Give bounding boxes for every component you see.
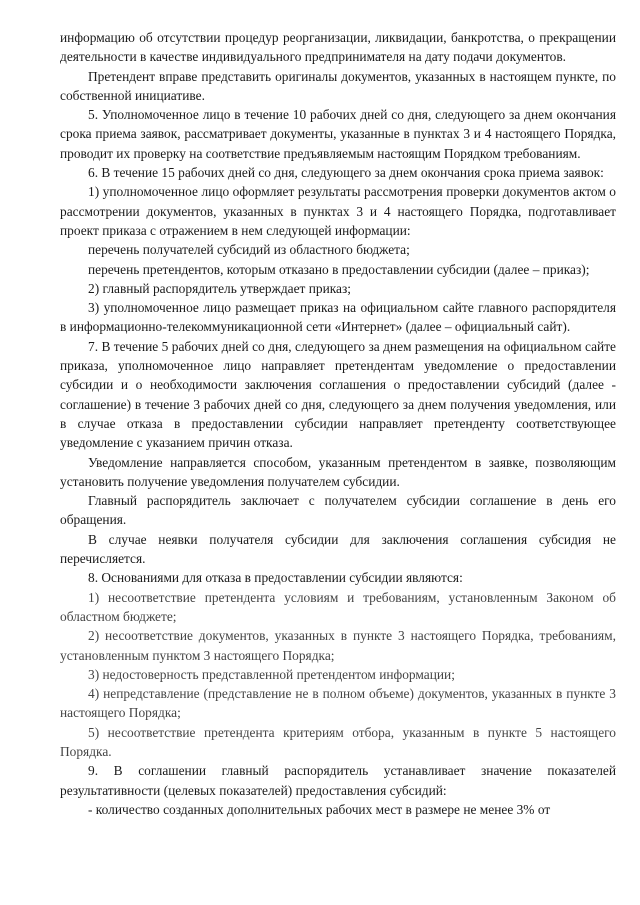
paragraph-item-9-list: - количество созданных дополнительных рабочих мест в размере не менее 3% от (88, 801, 551, 817)
paragraph-item-6-1: 1) уполномоченное лицо оформляет результаты рассмотрения проверки документов актом о рассмотрении документов, указанных в пунктах 3 и 4 настоящего Порядка, подготавливает проект приказа с отражением в нем следующей информации: (60, 184, 616, 238)
paragraph-refused-list: перечень претендентов, которым отказано в предоставлении субсидии (далее – приказ); (88, 261, 590, 277)
paragraph-item-8-5: 5) несоответствие претендента критериям отбора, указанным в пункте 5 настоящего Порядка. (60, 724, 616, 759)
paragraph-item-5: 5. Уполномоченное лицо в течение 10 рабочих дней со дня, следующего за днем окончания срока приема заявок, рассматривает документы, указанные в пунктах 3 и 4 настоящего Порядка, проводит их проверку на соответствие предъявляемым настоящим Порядком требованиям. (60, 107, 616, 161)
paragraph-item-8-3: 3) недостоверность представленной претендентом информации; (88, 666, 455, 682)
paragraph-item-8: 8. Основаниями для отказа в предоставлении субсидии являются: (88, 570, 463, 586)
paragraph-1: информацию об отсутствии процедур реорганизации, ликвидации, банкротства, о прекращении деятельности в качестве индивидуального предпринимателя на дату подачи документов. (60, 30, 616, 65)
paragraph-item-6-2: 2) главный распорядитель утверждает приказ; (88, 280, 352, 296)
paragraph-notification-method: Уведомление направляется способом, указанным претендентом в заявке, позволяющим установить получение уведомления получателем субсидии. (60, 454, 616, 489)
paragraph-item-8-4: 4) непредставление (представление не в полном объеме) документов, указанных в пункте 3 настоящего Порядка; (60, 686, 616, 721)
paragraph-item-9: 9. В соглашении главный распорядитель устанавливает значение показателей результативности (целевых показателей) предоставления субсидий: (60, 763, 616, 798)
paragraph-agreement: Главный распорядитель заключает с получателем субсидии соглашение в день его обращения. (60, 493, 616, 528)
paragraph-recipients-list: перечень получателей субсидий из областного бюджета; (88, 242, 410, 258)
paragraph-item-7: 7. В течение 5 рабочих дней со дня, следующего за днем размещения на официальном сайте приказа, уполномоченное лицо направляет претендентам уведомление о предоставлении субсидии и о необходимости заключения соглашения о предоставлении субсидий (далее - соглашение) в течение 3 рабочих дней со дня, следующего за днем получения уведомления, или в случае отказа в предоставлении субсидии направляет претенденту соответствующее уведомление с указанием причин отказа. (60, 338, 616, 451)
paragraph-2: Претендент вправе представить оригиналы документов, указанных в настоящем пункте, по собственной инициативе. (60, 68, 616, 103)
paragraph-item-8-1: 1) несоответствие претендента условиям и требованиям, установленным Законом об областном бюджете; (60, 589, 616, 624)
paragraph-item-8-2: 2) несоответствие документов, указанных в пункте 3 настоящего Порядка, требованиям, установленным пунктом 3 настоящего Порядка; (60, 628, 616, 663)
paragraph-item-6-3: 3) уполномоченное лицо размещает приказ на официальном сайте главного распорядителя в информационно-телекоммуникационной сети «Интернет» (далее – официальный сайт). (60, 300, 616, 335)
paragraph-item-6: 6. В течение 15 рабочих дней со дня, следующего за днем окончания срока приема заявок: (88, 165, 604, 181)
paragraph-no-show: В случае неявки получателя субсидии для заключения соглашения субсидия не перечисляется. (60, 531, 616, 567)
